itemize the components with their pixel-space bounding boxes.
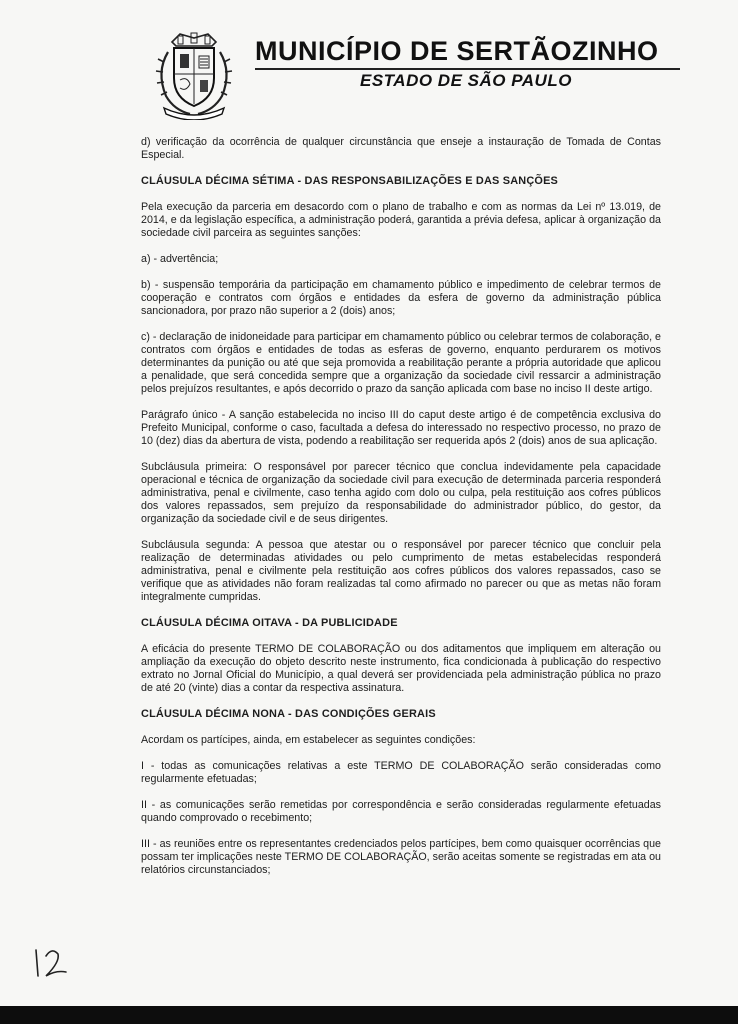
coat-of-arms-icon <box>150 28 238 120</box>
state-subtitle: ESTADO DE SÃO PAULO <box>360 71 572 90</box>
municipality-title: MUNICÍPIO DE SERTÃOZINHO <box>255 36 659 66</box>
paragraph: II - as comunicações serão remetidas por correspondência e serão consideradas regularmente efetuadas quando comprovado o recebimento; <box>141 799 661 824</box>
paragraph: III - as reuniões entre os representantes credenciados pelos partícipes, bem como quaisquer ocorrências que possam ter implicações neste TERMO DE COLABORAÇÃO, serão aceitas somente se registradas em ata ou relatórios circunstanciados; <box>141 838 661 876</box>
paragraph: Pela execução da parceria em desacordo com o plano de trabalho e com as normas da Lei nº 13.019, de 2014, e da legislação específica, a administração poderá, garantida a prévia defesa, aplicar à organização da sociedade civil parceira as seguintes sanções: <box>141 201 661 239</box>
paragraph: Acordam os partícipes, ainda, em estabelecer as seguintes condições: <box>141 734 476 746</box>
header-divider <box>255 68 680 70</box>
paragraph: Parágrafo único - A sanção estabelecida no inciso III do caput deste artigo é de competência exclusiva do Prefeito Municipal, conforme o caso, facultada a defesa do interessado no respectivo processo, no prazo de 10 (dez) dias da abertura de vista, podendo a reabilitação ser requerida após 2 (dois) anos de sua aplicação. <box>141 409 661 447</box>
paragraph: I - todas as comunicações relativas a este TERMO DE COLABORAÇÃO serão consideradas como regularmente efetuadas; <box>141 760 661 785</box>
paragraph: b) - suspensão temporária da participação em chamamento público e impedimento de celebrar termos de cooperação e contratos com órgãos e entidades da esfera de governo da administração pública sancionadora, por prazo não superior a 2 (dois) anos; <box>141 279 661 317</box>
paragraph: Subcláusula segunda: A pessoa que atestar ou o responsável por parecer técnico que concluir pela realização de determinadas atividades ou pelo cumprimento de metas estabelecidas responderá administrativa, penal e civilmente pela restituição aos cofres públicos dos valores repassados, caso se verifique que as atividades não foram realizadas tal como afirmado no parecer ou que as metas não foram integralmente cumpridas. <box>141 539 661 603</box>
clause-heading: CLÁUSULA DÉCIMA OITAVA - DA PUBLICIDADE <box>141 617 398 629</box>
document-body <box>141 136 661 890</box>
clause-heading: CLÁUSULA DÉCIMA NONA - DAS CONDIÇÕES GERAIS <box>141 708 436 720</box>
clause-heading: CLÁUSULA DÉCIMA SÉTIMA - DAS RESPONSABILIZAÇÕES E DAS SANÇÕES <box>141 175 558 187</box>
paragraph: Subcláusula primeira: O responsável por parecer técnico que conclua indevidamente pela capacidade operacional e técnica de organização da sociedade civil para execução de determinada parceria responderá administrativa, penal e civilmente, caso tenha agido com dolo ou culpa, pela restituição aos cofres públicos dos valores repassados, sem prejuízo da responsabilidade do administrador público, do gestor, da organização da sociedade civil e de seus dirigentes. <box>141 461 661 525</box>
paragraph: c) - declaração de inidoneidade para participar em chamamento público ou celebrar termos de colaboração, e contratos com órgãos e entidades de todas as esferas de governo, enquanto perdurarem os motivos determinantes da punição ou até que seja promovida a reabilitação perante a própria autoridade que aplicou a penalidade, que será concedida sempre que a organização da sociedade civil ressarcir a administração pelos prejuízos resultantes, e após decorrido o prazo da sanção aplicada com base no inciso II deste artigo. <box>141 331 661 395</box>
handwritten-page-number <box>30 944 70 980</box>
paragraph: d) verificação da ocorrência de qualquer circunstância que enseje a instauração de Tomada de Contas Especial. <box>141 136 661 161</box>
paragraph: A eficácia do presente TERMO DE COLABORAÇÃO ou dos aditamentos que impliquem em alteração ou ampliação da execução do objeto descrito neste instrumento, fica condicionada à publicação do respectivo extrato no Jornal Oficial do Município, a qual deverá ser providenciada pela administração pública no prazo de até 20 (vinte) dias a contar da respectiva assinatura. <box>141 643 661 694</box>
scan-edge-border <box>0 1006 738 1024</box>
paragraph: a) - advertência; <box>141 253 219 265</box>
